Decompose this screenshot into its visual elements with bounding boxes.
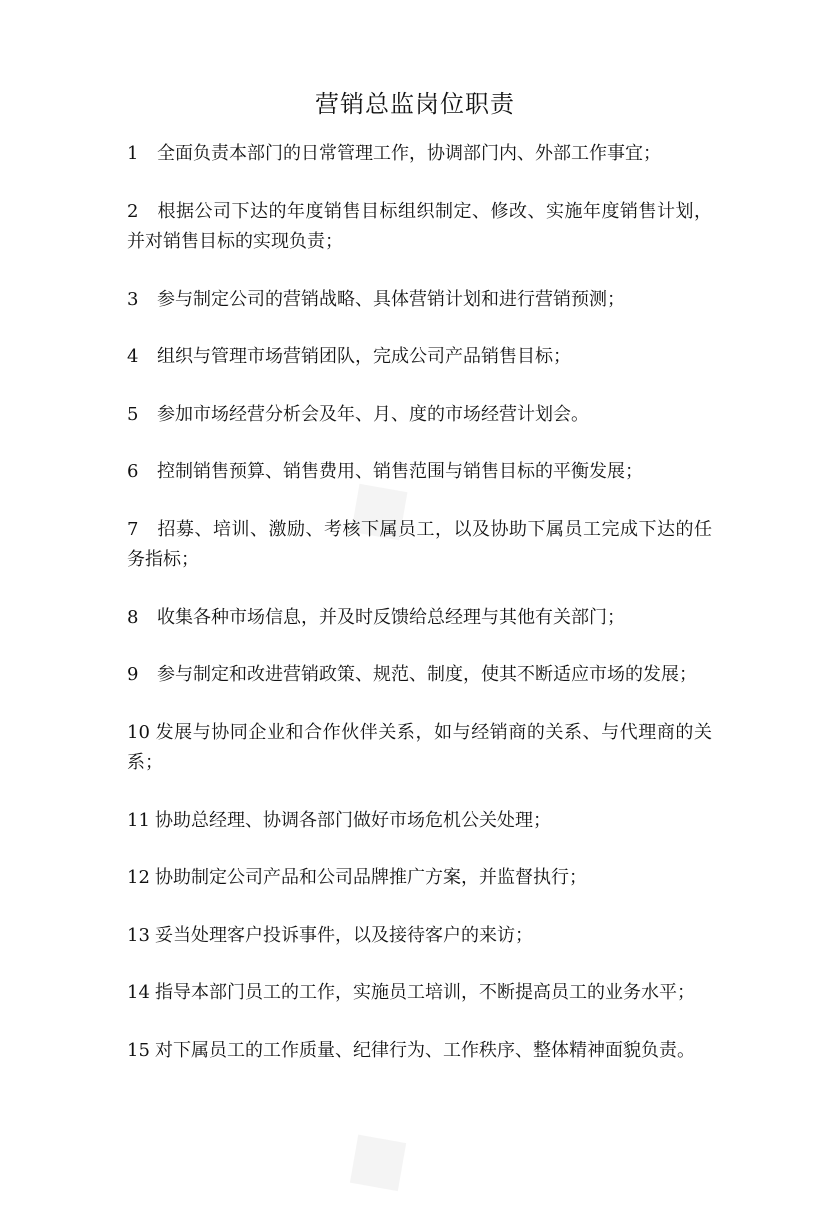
item-text: 参与制定和改进营销政策、规范、制度，使其不断适应市场的发展； [157,664,697,685]
item-number: 10 [127,721,150,743]
item-number: 6 [127,461,139,482]
watermark-logo-bottom: ◆ [315,1094,433,1220]
list-item [127,603,712,634]
item-text: 收集各种市场信息，并及时反馈给总经理与其他有关部门； [157,606,625,628]
list-item [127,285,712,316]
list-item [127,718,712,779]
item-text: 妥当处理客户投诉事件，以及接待客户的来访； [155,924,533,946]
item-text: 根据公司下达的年度销售目标组织制定、修改、实施年度销售计划，并对销售目标的实现负责； [127,200,712,252]
list-item [127,400,712,431]
item-number: 11 [127,809,150,831]
list-item [127,660,712,691]
list-item [127,342,712,373]
item-text: 参加市场经营分析会及年、月、度的市场经营计划会。 [157,403,589,425]
item-number: 3 [127,288,139,310]
item-number: 15 [127,1039,150,1061]
item-number: 5 [127,403,139,425]
item-text: 发展与协同企业和合作伙伴关系，如与经销商的关系、与代理商的关系； [127,721,712,773]
list-item [127,921,712,952]
item-text: 参与制定公司的营销战略、具体营销计划和进行营销预测； [157,288,625,310]
item-text: 招募、培训、激励、考核下属员工，以及协助下属员工完成下达的任务指标； [127,518,712,570]
duty-list [127,139,712,1093]
list-item [127,806,712,837]
list-item [127,139,712,170]
item-number: 8 [127,606,139,628]
item-text: 协助制定公司产品和公司品牌推广方案，并监督执行； [155,867,587,888]
list-item [127,863,712,894]
item-text: 对下属员工的工作质量、纪律行为、工作秩序、整体精神面貌负责。 [155,1039,695,1061]
item-text: 控制销售预算、销售费用、销售范围与销售目标的平衡发展； [157,461,643,482]
item-number: 7 [127,518,139,540]
item-number: 12 [127,867,150,888]
list-item [127,1036,712,1067]
document-title: 营销总监岗位职责 [315,90,515,118]
list-item [127,978,712,1009]
list-item [127,457,712,488]
item-text: 组织与管理市场营销团队，完成公司产品销售目标； [157,346,571,367]
item-number: 9 [127,664,139,685]
watermark-logo: ◆ [316,443,434,569]
item-number: 4 [127,346,139,367]
item-text: 协助总经理、协调各部门做好市场危机公关处理； [155,809,551,831]
item-text: 全面负责本部门的日常管理工作，协调部门内、外部工作事宜； [157,143,661,164]
item-number: 14 [127,982,150,1003]
item-number: 13 [127,924,150,946]
item-number: 2 [127,200,139,222]
list-item [127,515,712,576]
item-number: 1 [127,143,139,164]
list-item [127,197,712,258]
item-text: 指导本部门员工的工作，实施员工培训，不断提高员工的业务水平； [155,982,695,1003]
